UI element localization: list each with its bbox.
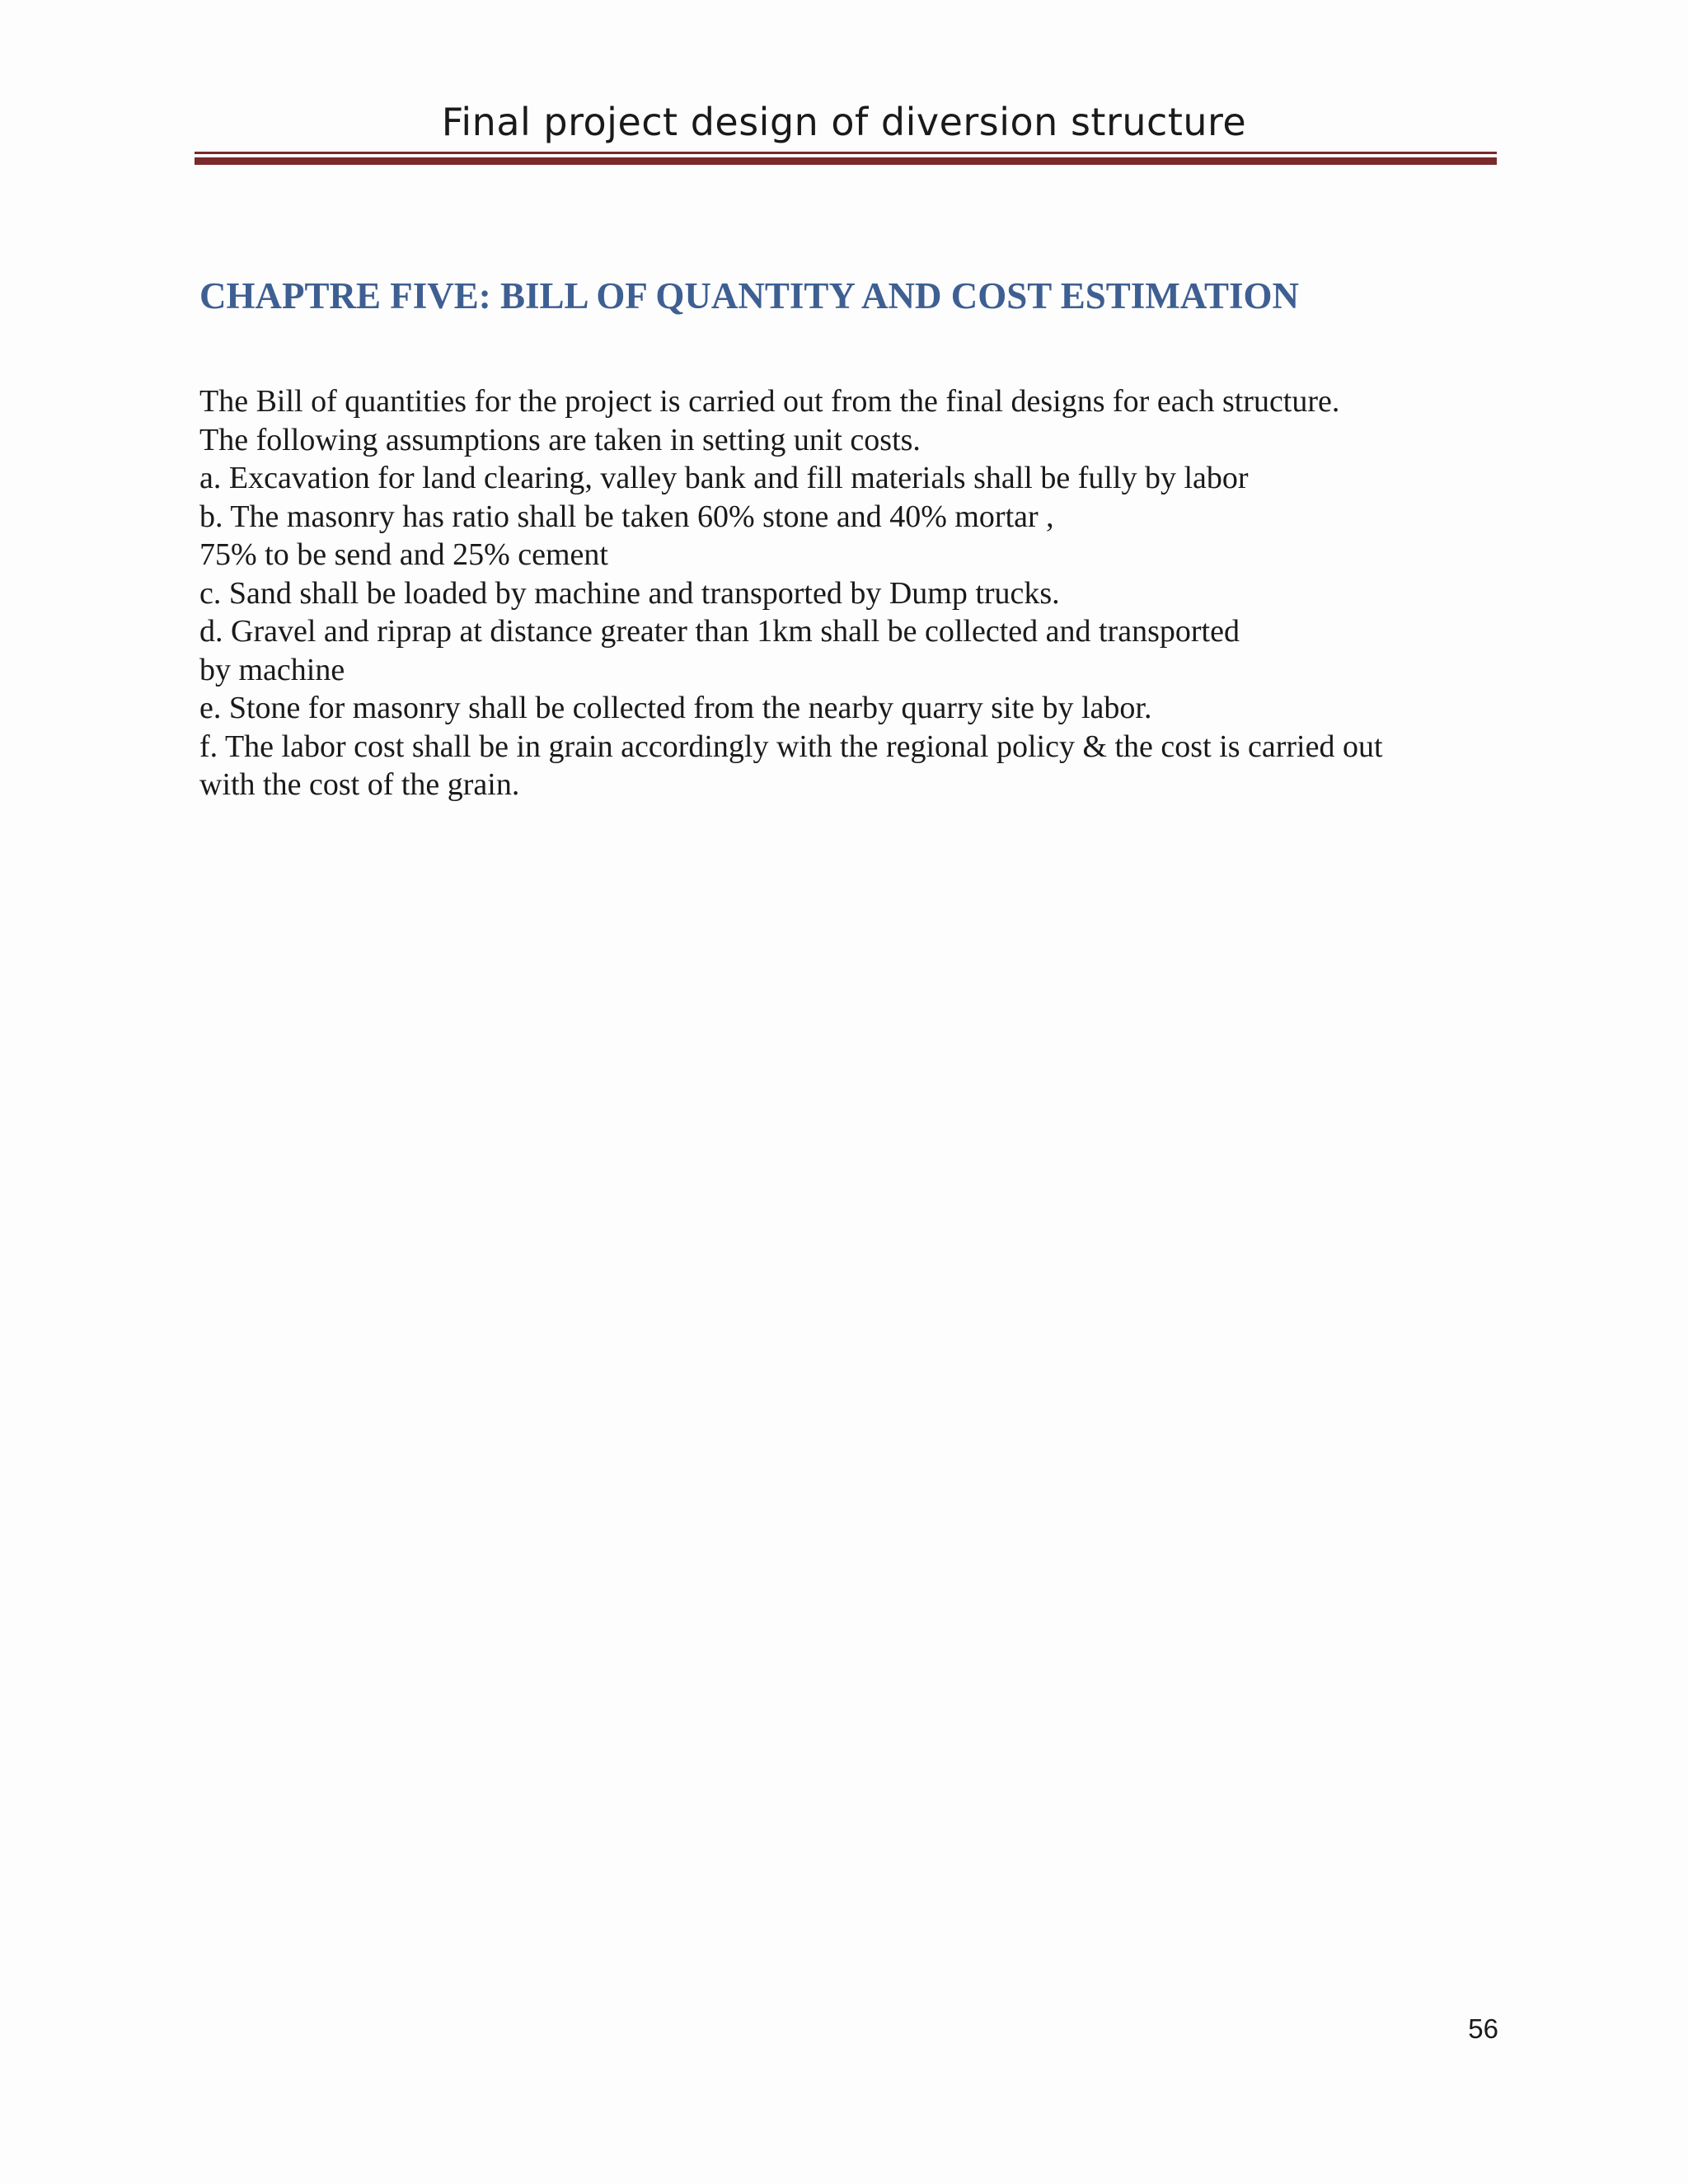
body-line: e. Stone for masonry shall be collected from the nearby quarry site by labor.: [199, 691, 1152, 725]
body-line: a. Excavation for land clearing, valley bank and fill materials shall be fully by labor: [199, 461, 1249, 495]
body-line: b. The masonry has ratio shall be taken 60% stone and 40% mortar ,: [199, 499, 1054, 534]
body-line: c. Sand shall be loaded by machine and transported by Dump trucks.: [199, 575, 1060, 611]
body-line: 75% to be send and 25% cement: [199, 537, 608, 572]
body-line: d. Gravel and riprap at distance greater than 1km shall be collected and transported: [199, 614, 1240, 649]
chapter-heading: CHAPTRE FIVE: BILL OF QUANTITY AND COST ESTIMATION: [199, 275, 1299, 316]
body-line: with the cost of the grain.: [199, 767, 520, 802]
body-line: by machine: [199, 652, 345, 687]
body-paragraph: [199, 382, 1469, 804]
page-number: 56: [1468, 2013, 1498, 2044]
header-rule-thin: [195, 152, 1497, 154]
header-rule-thick: [195, 157, 1497, 165]
running-header-title: Final project design of diversion structure: [441, 100, 1247, 144]
body-line: f. The labor cost shall be in grain accordingly with the regional policy & the cost is carried out: [199, 729, 1383, 764]
body-line: The Bill of quantities for the project is carried out from the final designs for each structure.: [199, 384, 1340, 419]
body-line: The following assumptions are taken in setting unit costs.: [199, 422, 921, 457]
